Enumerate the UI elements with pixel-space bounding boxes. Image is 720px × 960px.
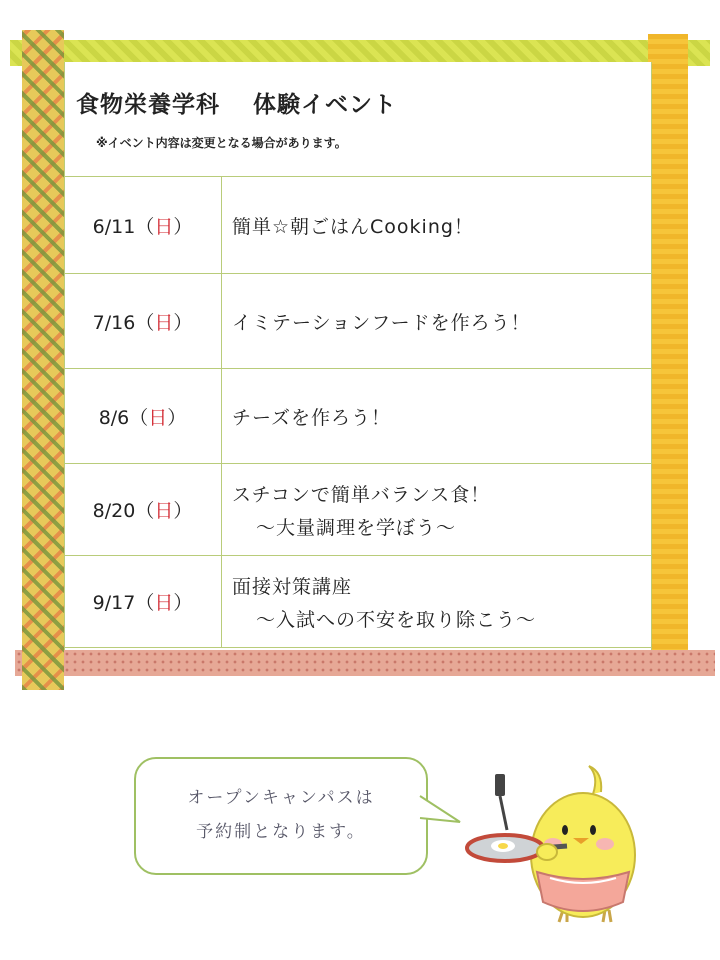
bubble-line-1: オープンキャンパスは: [187, 788, 375, 808]
chick-mascot-icon: [455, 760, 655, 935]
table-row: [64, 556, 652, 648]
table-row: [64, 177, 652, 274]
change-notice: ※イベント内容は変更となる場合があります。: [96, 136, 347, 150]
event-date: 9/17（日）: [64, 556, 222, 648]
event-title: 簡単☆朝ごはんCooking！: [232, 215, 474, 238]
event-title: スチコンで簡単バランス食！: [232, 483, 491, 506]
speech-bubble: [134, 757, 428, 875]
event-day: 日: [154, 500, 174, 522]
event-schedule-table: [64, 176, 652, 648]
event-date: 7/16（日）: [64, 274, 222, 369]
decorative-tape-right: [648, 34, 688, 674]
event-day: 日: [154, 311, 174, 334]
event-day: 日: [154, 215, 174, 238]
bubble-line-2: 予約制となります。: [196, 822, 366, 842]
table-row: [64, 274, 652, 369]
event-day: 日: [148, 406, 168, 429]
event-day: 日: [154, 592, 174, 614]
table-row: [64, 464, 652, 556]
decorative-tape-left: [22, 30, 64, 690]
event-title: 面接対策講座: [232, 575, 353, 598]
event-title-cell: [222, 556, 653, 648]
event-subtitle: ～大量調理を学ぼう～: [256, 516, 457, 539]
event-date: 8/6（日）: [64, 369, 222, 464]
decorative-tape-bottom: [15, 650, 715, 676]
event-title-cell: [222, 177, 653, 274]
event-title-cell: [222, 464, 653, 556]
event-title: チーズを作ろう！: [232, 406, 392, 429]
event-date: 6/11（日）: [64, 177, 222, 274]
event-title-cell: [222, 274, 653, 369]
event-subtitle: ～入試への不安を取り除こう～: [256, 608, 537, 631]
event-title: イミテーションフードを作ろう！: [232, 311, 531, 334]
event-date: 8/20（日）: [64, 464, 222, 556]
table-row: [64, 369, 652, 464]
page-title: 食物栄養学科 体験イベント: [76, 92, 398, 118]
event-title-cell: [222, 369, 653, 464]
